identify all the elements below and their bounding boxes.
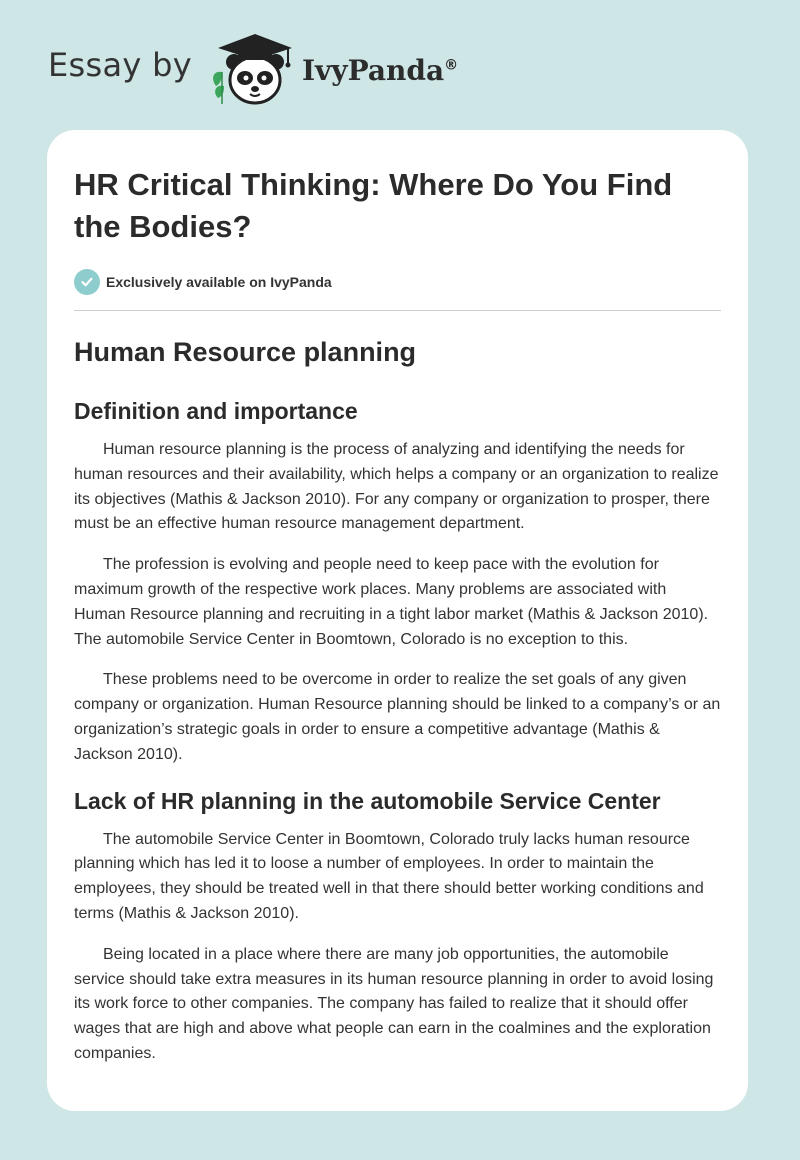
subsection-heading: Definition and importance: [74, 398, 358, 424]
brand-text: IvyPanda: [301, 53, 445, 87]
panda-logo-icon[interactable]: [208, 28, 302, 113]
article-title: HR Critical Thinking: Where Do You Find the Bodies?: [74, 167, 673, 244]
paragraph: Being located in a place where there are many job opportunities, the automobile service should take extra measures in its human resource planning in order to avoid losing its work force to other companies. The company has failed to realize that it should offer wages that are high and above what people can earn in the coalmines and the exploration companies.: [74, 945, 714, 1062]
paragraph: The profession is evolving and people need to keep pace with the evolution for maximum growth of the respective work places. Many problems are associated with Human Resource planning and recruiting in a tight labor market (Mathis & Jackson 2010). The automobile Service Center in Boomtown, Colorado is no exception to this.: [74, 556, 709, 648]
brand-name[interactable]: [302, 54, 458, 87]
divider: [74, 310, 721, 311]
essay-by-label: Essay by: [48, 46, 192, 84]
section-heading: Human Resource planning: [74, 337, 417, 367]
paragraph: The automobile Service Center in Boomtown, Colorado truly lacks human resource planning which has led it to loose a number of employees. In order to maintain the employees, they should be treated well in that there should better working conditions and terms (Mathis & Jackson 2010).: [74, 830, 704, 922]
checkmark-icon: [74, 269, 100, 295]
article-card: [47, 130, 748, 1111]
site-header: [48, 30, 458, 110]
subsection-heading: Lack of HR planning in the automobile Service Center: [74, 787, 661, 814]
paragraph: Human resource planning is the process of analyzing and identifying the needs for human resources and their availability, which helps a company or an organization to realize its objectives (Mathis & Jackson 2010). For any company or organization to prosper, there must be an effective human resource management department.: [74, 441, 719, 533]
badge-text: Exclusively available on IvyPanda: [106, 274, 332, 290]
registered-mark: ®: [444, 57, 459, 74]
exclusive-badge: [74, 268, 721, 296]
paragraph: These problems need to be overcome in order to realize the set goals of any given company or organization. Human Resource planning should be linked to a company’s or an organization’s strategic goals in order to ensure a competitive advantage (Mathis & Jackson 2010).: [74, 671, 721, 763]
